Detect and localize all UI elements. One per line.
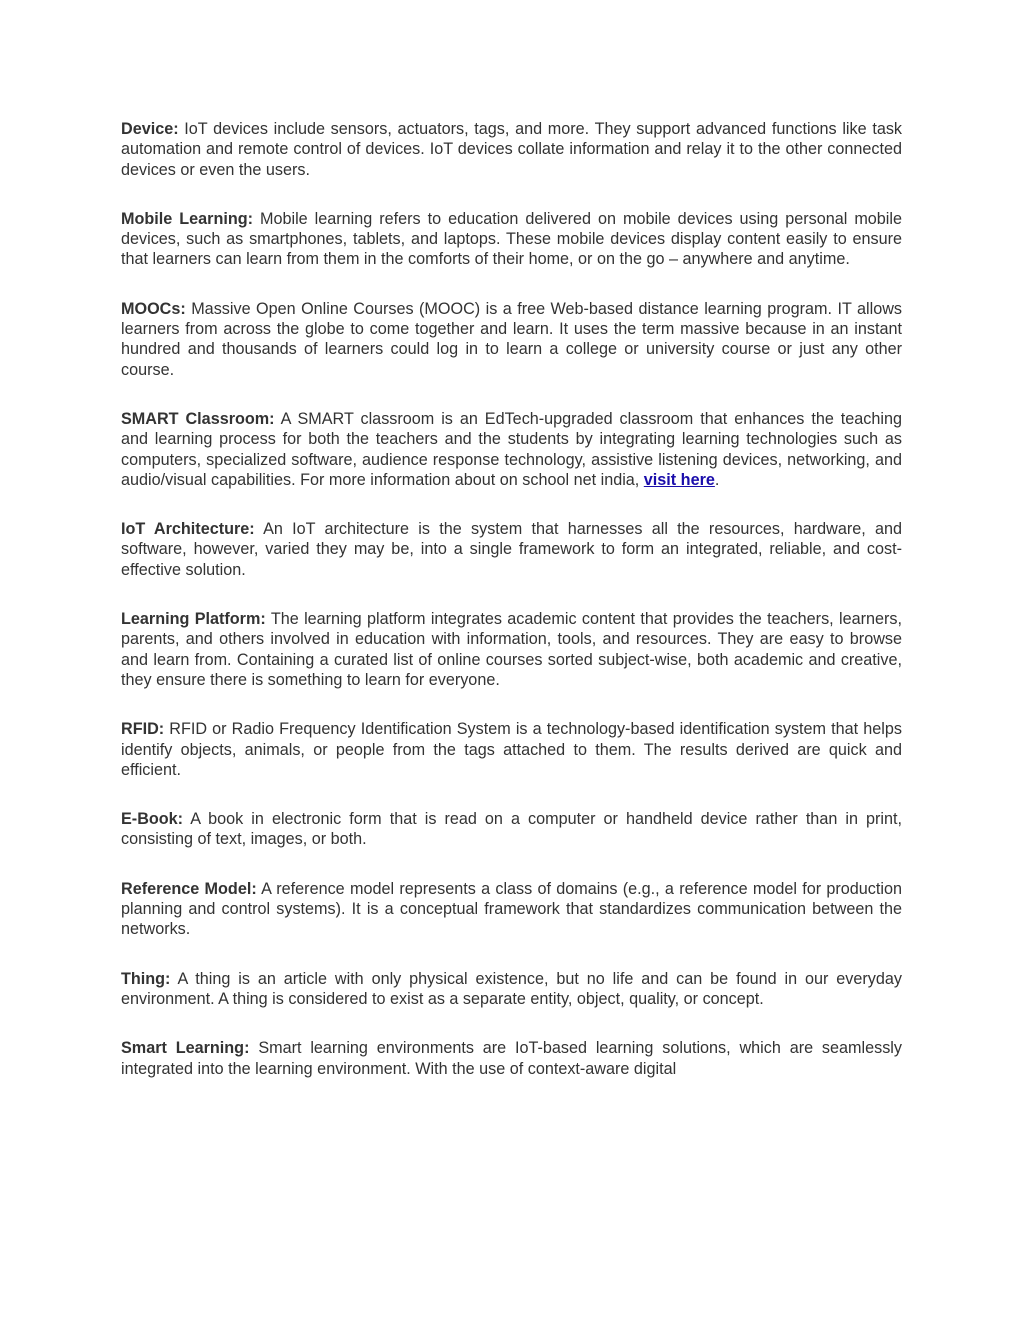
- definition-e-book: A book in electronic form that is read on a computer or handheld device rather than in print, consisting of text, images, or both.: [121, 810, 902, 849]
- term-thing: Thing:: [121, 969, 171, 988]
- visit-here-link[interactable]: visit here: [643, 470, 715, 489]
- glossary-entry-rfid: [121, 719, 902, 780]
- trailing-period: .: [714, 470, 720, 489]
- definition-mobile-learning: Mobile learning refers to education delivered on mobile devices using personal mobile devices, such as smartphones, tablets, and laptops. These mobile devices display content easily to ensure that learners can learn from them in the comforts of their home, or on the go – anywhere and anytime.: [121, 209, 903, 269]
- definition-iot-architecture: An IoT architecture is the system that harnesses all the resources, hardware, and software, however, varied they may be, into a single framework to form an integrated, reliable, and cost-effective solution.: [121, 520, 903, 579]
- definition-smart-learning: Smart learning environments are IoT-based learning solutions, which are seamlessly integrated into the learning environment. With the use of context-aware digital: [121, 1039, 902, 1078]
- definition-device: IoT devices include sensors, actuators, tags, and more. They support advanced functions like task automation and remote control of devices. IoT devices collate information and relay it to the other connected devices or even the users.: [121, 120, 903, 179]
- definition-rfid: RFID or Radio Frequency Identification System is a technology-based identification system that helps identify objects, animals, or people from the tags attached to them. The results derived are quick and efficient.: [121, 720, 902, 779]
- glossary-entry-device: [121, 119, 902, 180]
- definition-thing: A thing is an article with only physical existence, but no life and can be found in our everyday environment. A thing is considered to exist as a separate entity, object, quality, or concept.: [121, 969, 902, 1008]
- glossary-entry-learning-platform: [121, 609, 902, 690]
- document-page: [121, 119, 902, 1108]
- term-reference-model: Reference Model:: [121, 879, 257, 898]
- glossary-entry-moocs: [121, 299, 902, 380]
- term-mobile-learning: Mobile Learning:: [121, 209, 253, 228]
- term-smart-learning: Smart Learning:: [121, 1039, 250, 1058]
- glossary-entry-e-book: [121, 809, 902, 850]
- term-iot-architecture: IoT Architecture:: [121, 520, 255, 539]
- term-learning-platform: Learning Platform:: [121, 610, 266, 629]
- term-e-book: E-Book:: [121, 810, 184, 829]
- definition-reference-model: A reference model represents a class of domains (e.g., a reference model for production planning and control systems). It is a conceptual framework that standardizes communication between the networks.: [121, 879, 902, 939]
- glossary-entry-iot-architecture: [121, 519, 902, 580]
- term-device: Device:: [121, 120, 179, 138]
- glossary-entry-mobile-learning: [121, 209, 902, 270]
- glossary-entry-reference-model: [121, 879, 902, 940]
- term-moocs: MOOCs:: [121, 299, 186, 318]
- term-rfid: RFID:: [121, 720, 165, 739]
- term-smart-classroom: SMART Classroom:: [121, 409, 275, 428]
- glossary-entry-smart-learning: [121, 1038, 902, 1079]
- definition-moocs: Massive Open Online Courses (MOOC) is a free Web-based distance learning program. IT allows learners from across the globe to come together and learn. It uses the term massive because in an instant hundred and thousands of learners could log in to learn a college or university course or just any other course.: [121, 299, 902, 379]
- glossary-entry-smart-classroom: [121, 409, 902, 490]
- definition-smart-classroom: A SMART classroom is an EdTech-upgraded classroom that enhances the teaching and learning process for both the teachers and the students by integrating learning technologies such as computers, specialized software, audience response technology, assistive listening devices, networking, and audio/visual capabilities. For more information about on school net india,: [121, 409, 902, 489]
- definition-learning-platform: The learning platform integrates academic content that provides the teachers, learners, parents, and others involved in education with information, tools, and resources. They are easy to browse and learn from. Containing a curated list of online courses sorted subject-wise, both academic and creative, they ensure there is something to learn for everyone.: [121, 610, 902, 689]
- glossary-entry-thing: [121, 969, 902, 1010]
